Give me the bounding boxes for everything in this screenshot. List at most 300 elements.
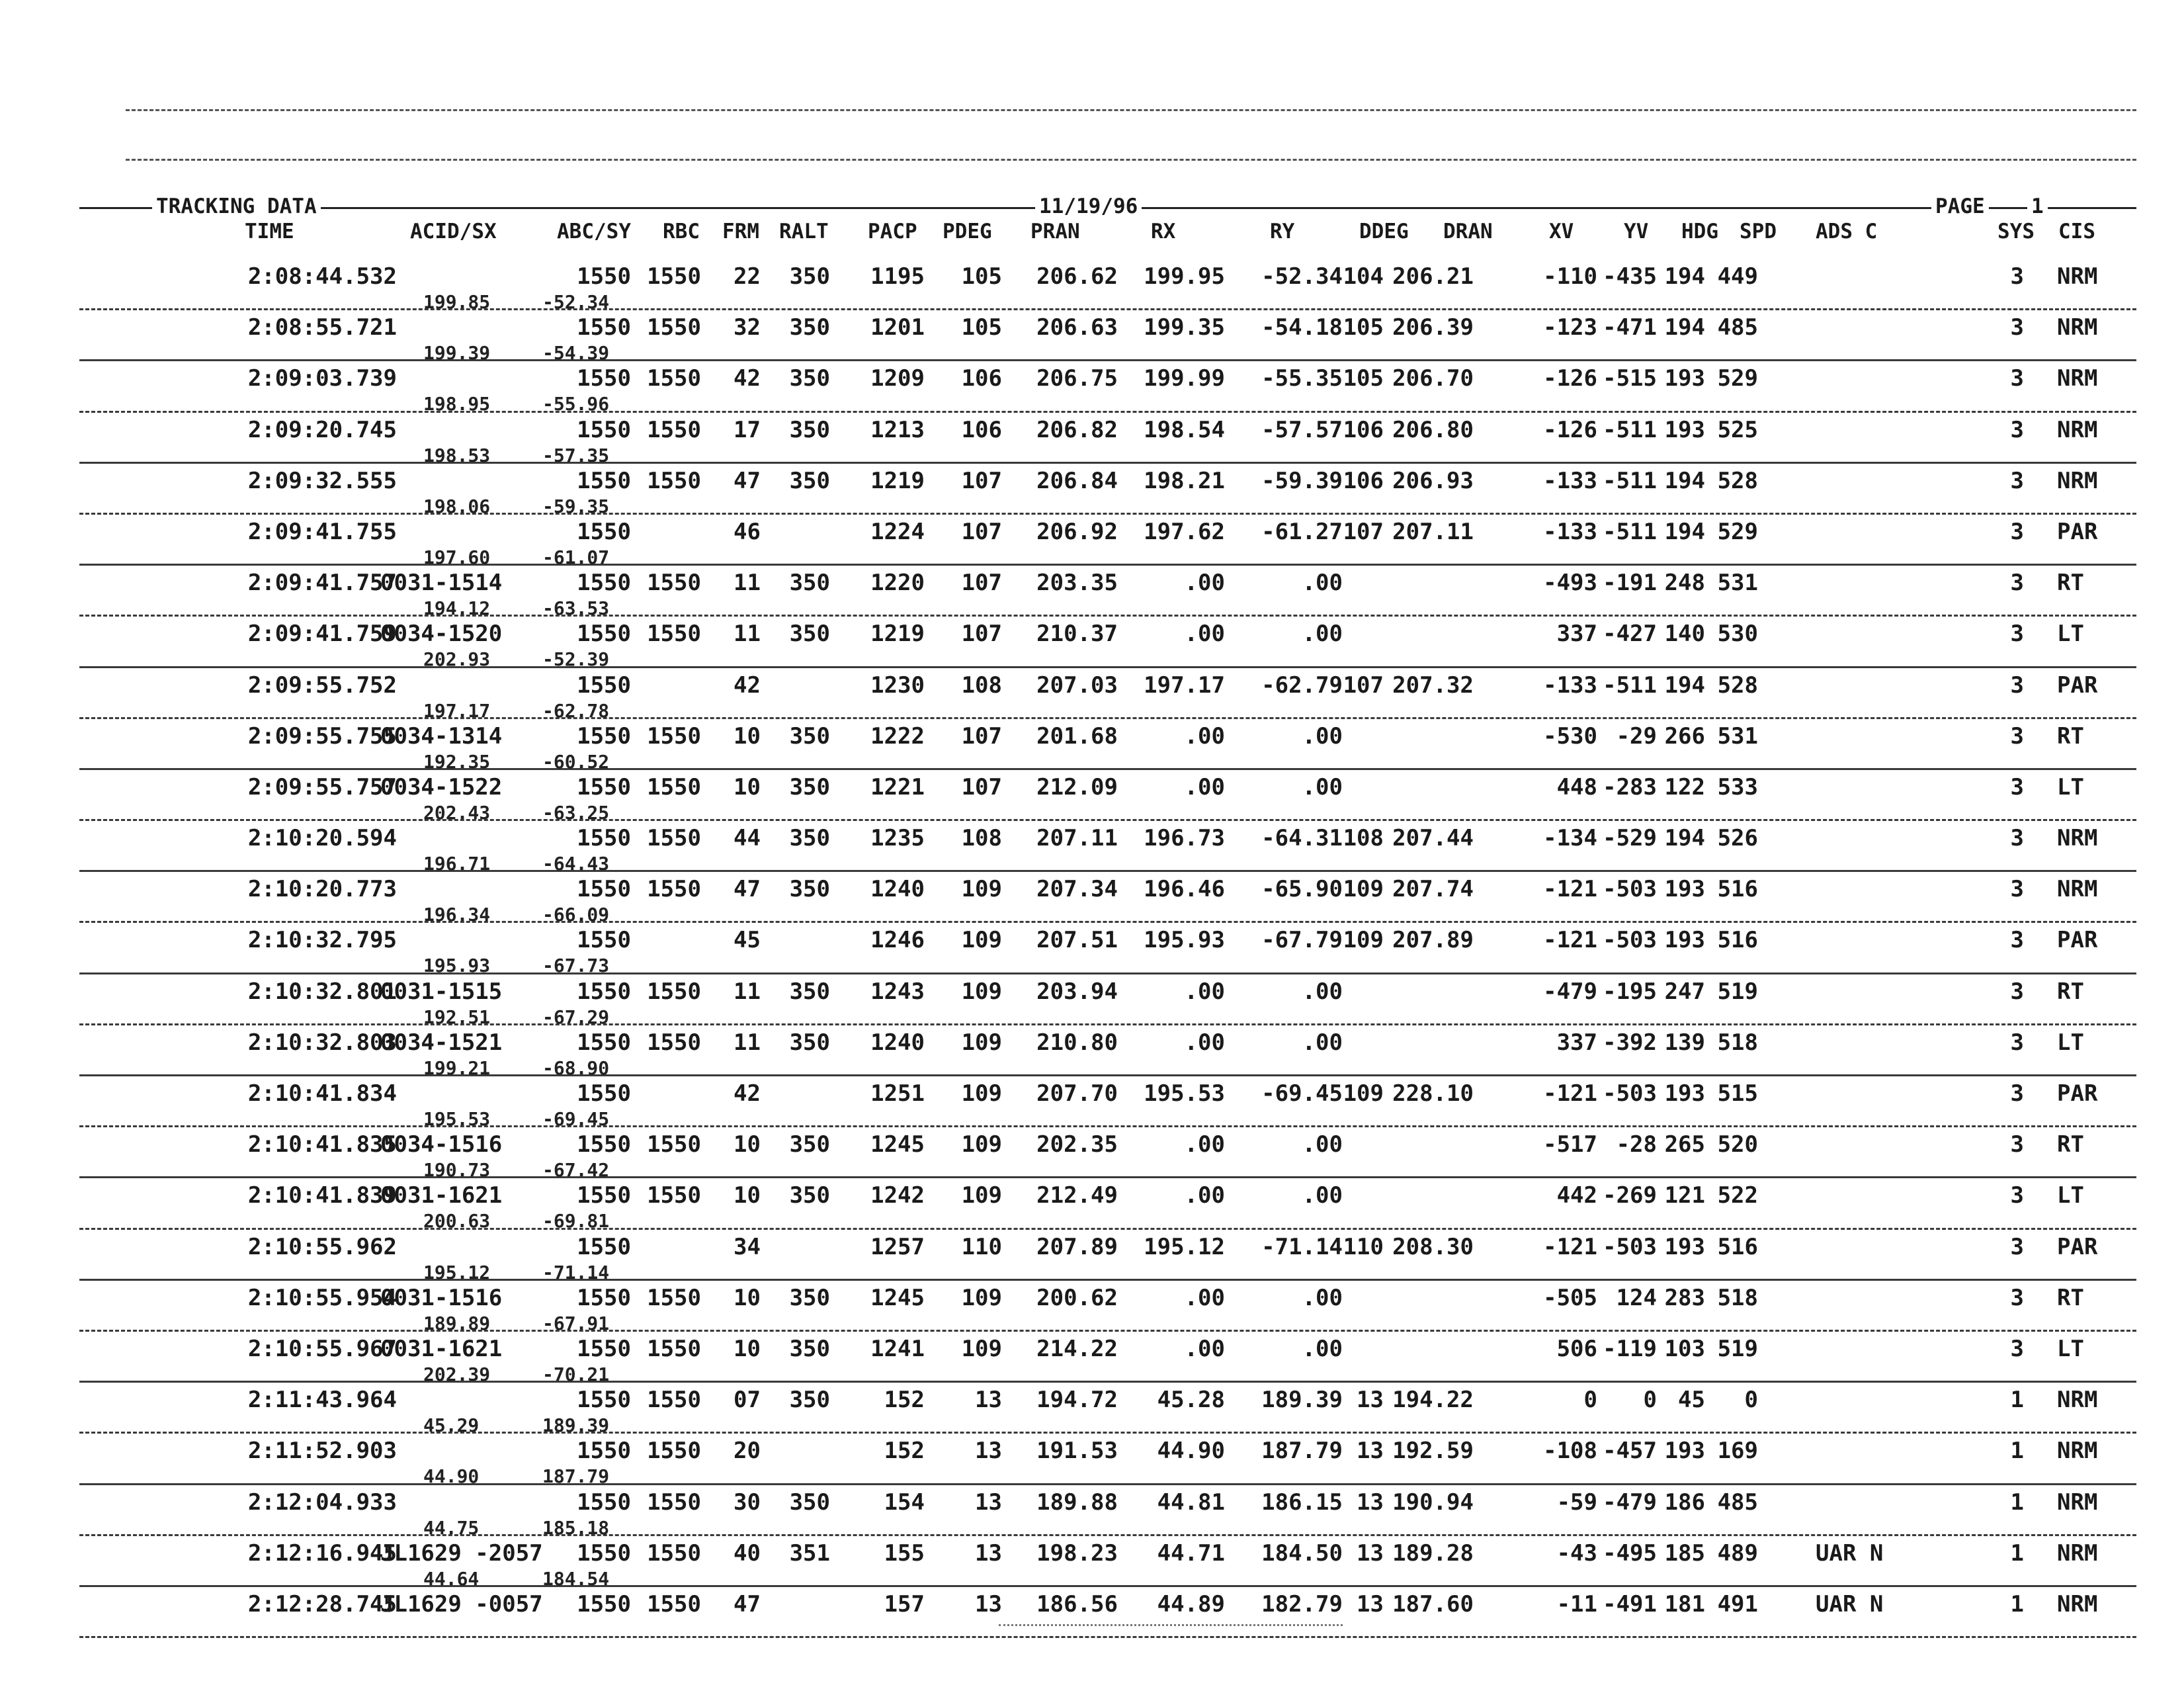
cell-hdg: 193 — [1664, 416, 1705, 443]
cell-abc: 1550 — [577, 1489, 631, 1516]
cell-spd: 485 — [1717, 314, 1758, 341]
cell-xv: -493 — [1543, 570, 1597, 597]
cell-sys: 3 — [2010, 671, 2024, 699]
cell-ddeg: 13 — [1357, 1489, 1384, 1516]
cell-cis: RT — [2057, 978, 2084, 1005]
table-row — [79, 259, 2136, 313]
cell-pacp: 1222 — [870, 722, 925, 750]
cell-ry: .00 — [1302, 722, 1343, 750]
cell-spd: 525 — [1717, 416, 1758, 443]
cell-sy: -64.43 — [542, 853, 610, 875]
cell-hdg: 45 — [1678, 1387, 1705, 1414]
cell-sy: -63.25 — [542, 801, 610, 824]
cell-pran: 207.89 — [1036, 1233, 1118, 1260]
cell-hdg: 140 — [1664, 621, 1705, 648]
cell-sys: 3 — [2010, 1284, 2024, 1311]
cell-pran: 207.03 — [1036, 671, 1118, 699]
table-row — [79, 413, 2136, 464]
cell-hdg: 194 — [1664, 671, 1705, 699]
cell-frm: 10 — [734, 1284, 761, 1311]
cell-rbc: 1550 — [647, 773, 701, 800]
cell-xv: -11 — [1556, 1590, 1597, 1618]
cell-pacp: 1213 — [870, 416, 925, 443]
cell-pacp: 1246 — [870, 927, 925, 954]
cell-sy: 189.39 — [542, 1414, 610, 1437]
cell-hdg: 194 — [1664, 314, 1705, 341]
cell-frm: 11 — [734, 1029, 761, 1056]
cell-time: 2:08:55.721 — [247, 314, 397, 341]
cell-yv: -427 — [1603, 621, 1657, 648]
cell-sx: 202.93 — [423, 648, 491, 671]
cell-dran: 194.22 — [1392, 1387, 1474, 1414]
cell-pdeg: 107 — [961, 570, 1002, 597]
cell-rx: 198.54 — [1144, 416, 1225, 443]
cell-frm: 20 — [734, 1438, 761, 1465]
report-date: 11/19/96 — [1035, 194, 1142, 218]
cell-xv: -126 — [1543, 365, 1597, 392]
cell-pran: 206.62 — [1036, 263, 1118, 290]
cell-pran: 207.34 — [1036, 876, 1118, 903]
cell-time: 2:09:41.757 — [247, 570, 397, 597]
table-row — [79, 1076, 2136, 1130]
cell-time: 2:09:20.745 — [247, 416, 397, 443]
cell-cis: NRM — [2057, 416, 2098, 443]
cell-sy: -67.29 — [542, 1006, 610, 1028]
cell-spd: 526 — [1717, 825, 1758, 852]
cell-sx: 196.34 — [423, 904, 491, 926]
cell-sy: -52.34 — [542, 291, 610, 313]
col-sys: SYS — [1997, 220, 2035, 243]
cell-dran: 189.28 — [1392, 1539, 1474, 1567]
cell-time: 2:09:32.555 — [247, 467, 397, 494]
cell-spd: 528 — [1717, 671, 1758, 699]
cell-hdg: 193 — [1664, 876, 1705, 903]
cell-yv: -511 — [1603, 671, 1657, 699]
cell-sx: 195.93 — [423, 955, 491, 977]
cell-acid: 0034-1520 — [380, 621, 503, 648]
cell-frm: 10 — [734, 1131, 761, 1158]
cell-pran: 201.68 — [1036, 722, 1118, 750]
cell-hdg: 193 — [1664, 1233, 1705, 1260]
cell-time: 2:10:55.967 — [247, 1335, 397, 1362]
cell-sys: 3 — [2010, 876, 2024, 903]
cell-pdeg: 107 — [961, 773, 1002, 800]
cell-sys: 3 — [2010, 1233, 2024, 1260]
cell-ry: -69.45 — [1261, 1080, 1343, 1107]
col-dran: DRAN — [1443, 220, 1493, 243]
cell-sys: 3 — [2010, 1080, 2024, 1107]
cell-rbc: 1550 — [647, 365, 701, 392]
cell-pacp: 1245 — [870, 1131, 925, 1158]
cell-ry: -59.39 — [1261, 467, 1343, 494]
cell-abc: 1550 — [577, 773, 631, 800]
cell-ddeg: 109 — [1343, 927, 1384, 954]
cell-time: 2:11:52.903 — [247, 1438, 397, 1465]
cell-pran: 207.51 — [1036, 927, 1118, 954]
cell-sys: 3 — [2010, 722, 2024, 750]
cell-ralt: 350 — [789, 1029, 830, 1056]
col-rx: RX — [1151, 220, 1176, 243]
cell-pdeg: 107 — [961, 467, 1002, 494]
cell-cis: RT — [2057, 570, 2084, 597]
cell-yv: -471 — [1603, 314, 1657, 341]
cell-rx: 199.99 — [1144, 365, 1225, 392]
table-row — [79, 668, 2136, 722]
cell-time: 2:10:32.795 — [247, 927, 397, 954]
cell-sys: 3 — [2010, 927, 2024, 954]
cell-rx: 196.46 — [1144, 876, 1225, 903]
cell-pacp: 1235 — [870, 825, 925, 852]
cell-yv: -283 — [1603, 773, 1657, 800]
cell-sy: -52.39 — [542, 648, 610, 671]
cell-spd: 516 — [1717, 1233, 1758, 1260]
cell-ddeg: 104 — [1343, 263, 1384, 290]
col-hdg: HDG — [1681, 220, 1718, 243]
cell-acid: JL1629 -2057 — [380, 1539, 543, 1567]
cell-xv: 442 — [1556, 1182, 1597, 1209]
cell-xv: -134 — [1543, 825, 1597, 852]
cell-pran: 202.35 — [1036, 1131, 1118, 1158]
cell-time: 2:10:41.834 — [247, 1080, 397, 1107]
cell-pacp: 1219 — [870, 621, 925, 648]
cell-rx: .00 — [1184, 1029, 1225, 1056]
cell-pdeg: 107 — [961, 518, 1002, 545]
cell-pdeg: 13 — [975, 1539, 1002, 1567]
cell-ddeg: 110 — [1343, 1233, 1384, 1260]
col-rbc: RBC — [663, 220, 700, 243]
cell-ralt: 350 — [789, 314, 830, 341]
cell-cis: PAR — [2057, 671, 2098, 699]
cell-ralt: 350 — [789, 825, 830, 852]
cell-cis: NRM — [2057, 1590, 2098, 1618]
cell-pacp: 1209 — [870, 365, 925, 392]
cell-frm: 44 — [734, 825, 761, 852]
cell-xv: 448 — [1556, 773, 1597, 800]
cell-ry: .00 — [1302, 1029, 1343, 1056]
cell-rx: .00 — [1184, 1182, 1225, 1209]
cell-pacp: 1241 — [870, 1335, 925, 1362]
cell-pacp: 1242 — [870, 1182, 925, 1209]
cell-pacp: 1221 — [870, 773, 925, 800]
cell-sy: -67.42 — [542, 1159, 610, 1182]
cell-rx: .00 — [1184, 621, 1225, 648]
cell-yv: -119 — [1603, 1335, 1657, 1362]
table-row — [79, 1025, 2136, 1079]
cell-sx: 198.06 — [423, 495, 491, 517]
cell-rx: 44.81 — [1157, 1489, 1225, 1516]
cell-sy: -71.14 — [542, 1261, 610, 1283]
col-frm: FRM — [722, 220, 759, 243]
cell-hdg: 139 — [1664, 1029, 1705, 1056]
cell-sy: -62.78 — [542, 699, 610, 722]
cell-time: 2:11:43.964 — [247, 1387, 397, 1414]
cell-pdeg: 106 — [961, 416, 1002, 443]
cell-dran: 207.89 — [1392, 927, 1474, 954]
cell-pacp: 1230 — [870, 671, 925, 699]
cell-abc: 1550 — [577, 1438, 631, 1465]
cell-yv: -479 — [1603, 1489, 1657, 1516]
cell-frm: 10 — [734, 722, 761, 750]
cell-cis: NRM — [2057, 1387, 2098, 1414]
cell-ddeg: 107 — [1343, 671, 1384, 699]
cell-rbc: 1550 — [647, 1029, 701, 1056]
cell-abc: 1550 — [577, 416, 631, 443]
cell-sys: 3 — [2010, 570, 2024, 597]
cell-pran: 198.23 — [1036, 1539, 1118, 1567]
cell-ddeg: 13 — [1357, 1590, 1384, 1618]
cell-time: 2:09:55.757 — [247, 773, 397, 800]
cell-ddeg: 13 — [1357, 1438, 1384, 1465]
cell-xv: -108 — [1543, 1438, 1597, 1465]
cell-sy: -55.96 — [542, 393, 610, 415]
cell-acid: 0031-1515 — [380, 978, 503, 1005]
cell-xv: -121 — [1543, 1233, 1597, 1260]
footer-dots — [999, 1624, 1343, 1626]
cell-sy: -61.07 — [542, 546, 610, 568]
cell-frm: 47 — [734, 467, 761, 494]
cell-yv: -503 — [1603, 1233, 1657, 1260]
cell-rx: 44.71 — [1157, 1539, 1225, 1567]
top-rule-1 — [126, 109, 2136, 111]
cell-pacp: 1240 — [870, 876, 925, 903]
col-acid: ACID/SX — [410, 220, 497, 243]
cell-ry: .00 — [1302, 773, 1343, 800]
cell-sy: 184.54 — [542, 1567, 610, 1590]
cell-frm: 10 — [734, 773, 761, 800]
table-row — [79, 617, 2136, 671]
cell-time: 2:09:03.739 — [247, 365, 397, 392]
cell-hdg: 194 — [1664, 825, 1705, 852]
cell-sys: 3 — [2010, 518, 2024, 545]
cell-yv: 0 — [1643, 1387, 1657, 1414]
cell-pdeg: 106 — [961, 365, 1002, 392]
cell-pran: 191.53 — [1036, 1438, 1118, 1465]
cell-pacp: 1195 — [870, 263, 925, 290]
cell-spd: 531 — [1717, 570, 1758, 597]
cell-yv: -29 — [1616, 722, 1657, 750]
cell-ralt: 350 — [789, 263, 830, 290]
cell-rbc: 1550 — [647, 978, 701, 1005]
cell-ry: .00 — [1302, 978, 1343, 1005]
cell-cis: NRM — [2057, 1489, 2098, 1516]
table-row — [79, 1178, 2136, 1232]
cell-sys: 3 — [2010, 416, 2024, 443]
cell-ralt: 350 — [789, 876, 830, 903]
cell-frm: 11 — [734, 621, 761, 648]
cell-rbc: 1550 — [647, 1182, 701, 1209]
cell-xv: -505 — [1543, 1284, 1597, 1311]
cell-pran: 206.75 — [1036, 365, 1118, 392]
cell-spd: 530 — [1717, 621, 1758, 648]
cell-hdg: 122 — [1664, 773, 1705, 800]
cell-time: 2:09:55.752 — [247, 671, 397, 699]
cell-sys: 3 — [2010, 365, 2024, 392]
cell-sys: 3 — [2010, 1131, 2024, 1158]
cell-cis: NRM — [2057, 876, 2098, 903]
cell-rbc: 1550 — [647, 722, 701, 750]
cell-sys: 3 — [2010, 621, 2024, 648]
cell-sys: 3 — [2010, 1335, 2024, 1362]
cell-frm: 42 — [734, 671, 761, 699]
cell-sys: 1 — [2010, 1539, 2024, 1567]
cell-cis: RT — [2057, 1131, 2084, 1158]
cell-spd: 0 — [1744, 1387, 1758, 1414]
cell-ry: 186.15 — [1261, 1489, 1343, 1516]
table-row — [79, 719, 2136, 773]
cell-ry: .00 — [1302, 570, 1343, 597]
cell-ralt: 350 — [789, 1182, 830, 1209]
cell-rx: 198.21 — [1144, 467, 1225, 494]
cell-rx: 197.62 — [1144, 518, 1225, 545]
cell-yv: -392 — [1603, 1029, 1657, 1056]
cell-rbc: 1550 — [647, 1284, 701, 1311]
cell-rbc: 1550 — [647, 1387, 701, 1414]
cell-pacp: 1220 — [870, 570, 925, 597]
cell-pran: 210.37 — [1036, 621, 1118, 648]
cell-frm: 07 — [734, 1387, 761, 1414]
cell-sy: 187.79 — [542, 1465, 610, 1488]
cell-rx: .00 — [1184, 1131, 1225, 1158]
cell-acid: JL1629 -0057 — [380, 1590, 543, 1618]
cell-cis: NRM — [2057, 365, 2098, 392]
cell-cis: RT — [2057, 1284, 2084, 1311]
cell-abc: 1550 — [577, 1131, 631, 1158]
cell-ry: 182.79 — [1261, 1590, 1343, 1618]
cell-sy: -63.53 — [542, 597, 610, 620]
cell-xv: 0 — [1583, 1387, 1597, 1414]
cell-spd: 518 — [1717, 1029, 1758, 1056]
cell-ry: 189.39 — [1261, 1387, 1343, 1414]
cell-abc: 1550 — [577, 978, 631, 1005]
cell-ralt: 350 — [789, 416, 830, 443]
cell-yv: -515 — [1603, 365, 1657, 392]
cell-yv: -457 — [1603, 1438, 1657, 1465]
cell-sy: -67.91 — [542, 1312, 610, 1334]
cell-sys: 3 — [2010, 314, 2024, 341]
cell-pdeg: 13 — [975, 1590, 1002, 1618]
table-row — [79, 1230, 2136, 1281]
cell-yv: -435 — [1603, 263, 1657, 290]
cell-cis: NRM — [2057, 467, 2098, 494]
cell-rbc: 1550 — [647, 1539, 701, 1567]
cell-frm: 47 — [734, 1590, 761, 1618]
cell-pdeg: 13 — [975, 1489, 1002, 1516]
cell-rx: .00 — [1184, 722, 1225, 750]
cell-ralt: 350 — [789, 467, 830, 494]
cell-sx: 199.85 — [423, 291, 491, 313]
cell-acid: 0031-1516 — [380, 1284, 503, 1311]
cell-yv: -491 — [1603, 1590, 1657, 1618]
table-row — [79, 1434, 2136, 1488]
table-row — [79, 872, 2136, 926]
cell-rbc: 1550 — [647, 876, 701, 903]
cell-abc: 1550 — [577, 1387, 631, 1414]
cell-ralt: 350 — [789, 1387, 830, 1414]
cell-abc: 1550 — [577, 825, 631, 852]
cell-pdeg: 107 — [961, 722, 1002, 750]
cell-ralt: 350 — [789, 621, 830, 648]
cell-sx: 44.75 — [423, 1516, 480, 1539]
cell-hdg: 194 — [1664, 263, 1705, 290]
cell-time: 2:08:44.532 — [247, 263, 397, 290]
cell-frm: 47 — [734, 876, 761, 903]
cell-spd: 529 — [1717, 365, 1758, 392]
cell-sx: 200.63 — [423, 1210, 491, 1232]
cell-ralt: 350 — [789, 365, 830, 392]
cell-frm: 22 — [734, 263, 761, 290]
cell-hdg: 194 — [1664, 518, 1705, 545]
cell-rx: .00 — [1184, 978, 1225, 1005]
cell-sx: 192.35 — [423, 750, 491, 773]
cell-ddeg: 105 — [1343, 314, 1384, 341]
cell-pdeg: 109 — [961, 1131, 1002, 1158]
cell-pran: 214.22 — [1036, 1335, 1118, 1362]
cell-hdg: 248 — [1664, 570, 1705, 597]
cell-ddeg: 105 — [1343, 365, 1384, 392]
cell-dran: 192.59 — [1392, 1438, 1474, 1465]
col-abc: ABC/SY — [557, 220, 631, 243]
cell-spd: 519 — [1717, 978, 1758, 1005]
cell-rx: 44.90 — [1157, 1438, 1225, 1465]
cell-cis: NRM — [2057, 1438, 2098, 1465]
cell-sy: -60.52 — [542, 750, 610, 773]
cell-cis: PAR — [2057, 518, 2098, 545]
cell-ry: -57.57 — [1261, 416, 1343, 443]
cell-rx: 45.28 — [1157, 1387, 1225, 1414]
cell-time: 2:10:20.773 — [247, 876, 397, 903]
cell-acid: 0031-1621 — [380, 1182, 503, 1209]
cell-xv: -121 — [1543, 876, 1597, 903]
cell-spd: 516 — [1717, 927, 1758, 954]
cell-time: 2:12:04.933 — [247, 1489, 397, 1516]
cell-sx: 197.17 — [423, 699, 491, 722]
cell-yv: -495 — [1603, 1539, 1657, 1567]
cell-rx: 199.95 — [1144, 263, 1225, 290]
cell-rx: 195.93 — [1144, 927, 1225, 954]
cell-pdeg: 107 — [961, 621, 1002, 648]
cell-hdg: 193 — [1664, 927, 1705, 954]
cell-sx: 198.95 — [423, 393, 491, 415]
cell-pran: 206.84 — [1036, 467, 1118, 494]
cell-rx: .00 — [1184, 1335, 1225, 1362]
table-row — [79, 1587, 2136, 1638]
cell-time: 2:10:41.839 — [247, 1182, 397, 1209]
cell-rx: .00 — [1184, 570, 1225, 597]
cell-frm: 10 — [734, 1182, 761, 1209]
cell-pran: 206.63 — [1036, 314, 1118, 341]
cell-frm: 34 — [734, 1233, 761, 1260]
cell-sx: 194.12 — [423, 597, 491, 620]
cell-yv: -511 — [1603, 518, 1657, 545]
cell-pran: 206.82 — [1036, 416, 1118, 443]
tracking-table — [79, 259, 2136, 1638]
cell-xv: -121 — [1543, 1080, 1597, 1107]
cell-dran: 206.21 — [1392, 263, 1474, 290]
cell-sx: 190.73 — [423, 1159, 491, 1182]
cell-yv: 124 — [1616, 1284, 1657, 1311]
cell-ry: -61.27 — [1261, 518, 1343, 545]
cell-abc: 1550 — [577, 876, 631, 903]
cell-time: 2:10:41.835 — [247, 1131, 397, 1158]
cell-rbc: 1550 — [647, 621, 701, 648]
cell-rbc: 1550 — [647, 570, 701, 597]
cell-dran: 207.44 — [1392, 825, 1474, 852]
cell-hdg: 185 — [1664, 1539, 1705, 1567]
cell-rbc: 1550 — [647, 825, 701, 852]
col-ddeg: DDEG — [1359, 220, 1409, 243]
cell-spd: 491 — [1717, 1590, 1758, 1618]
col-ry: RY — [1270, 220, 1295, 243]
